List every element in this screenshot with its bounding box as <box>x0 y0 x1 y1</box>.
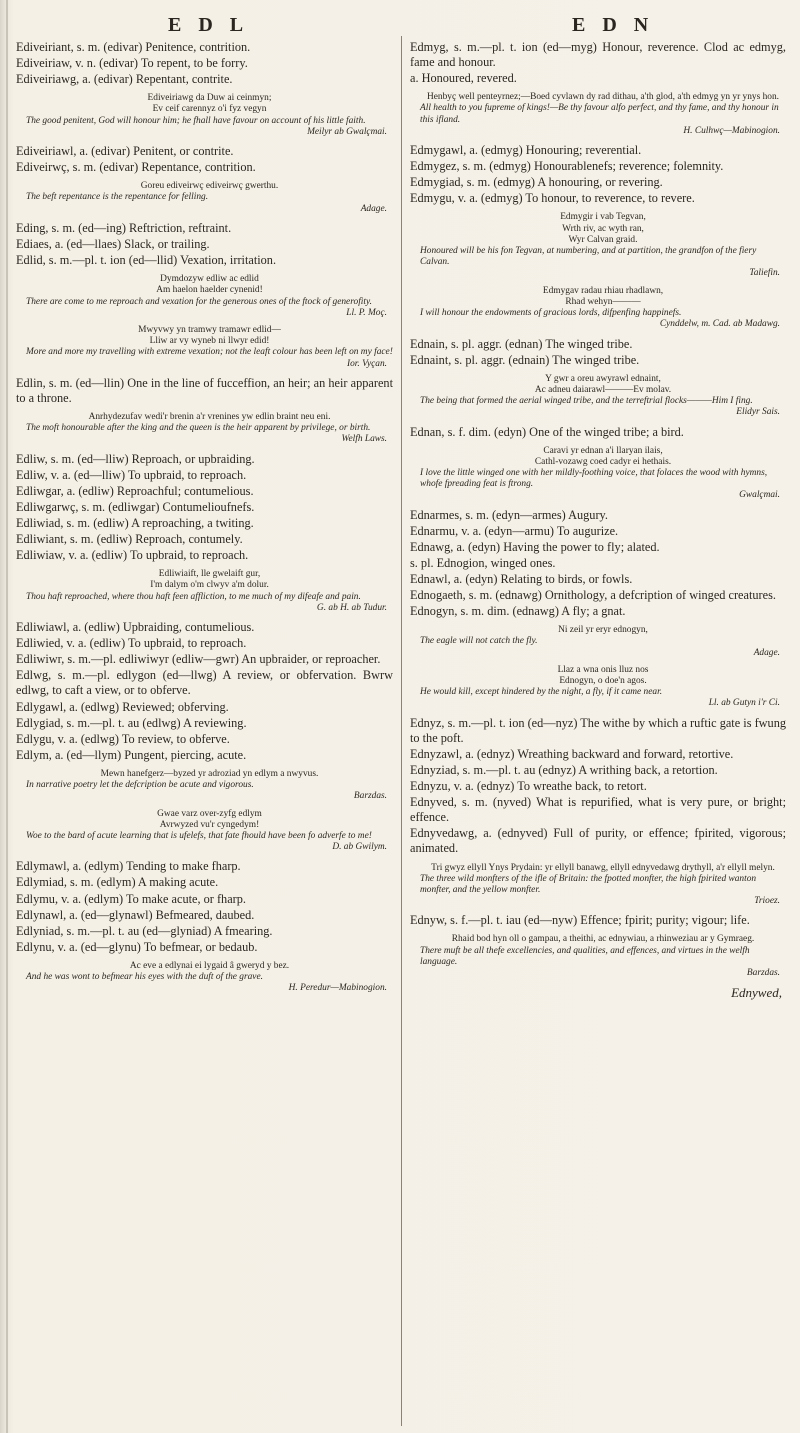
citation-welsh-line: Edmygir i vab Tegvan, <box>560 212 646 223</box>
citation-block <box>410 863 786 908</box>
dictionary-entry: Edlymu, v. a. (edlym) To make acute, or fharp. <box>16 891 246 906</box>
citation-translation: The three wild monfters of the ifle of Britain: the fpotted monfter, the high fpirited wanton monfter, and the yellow monfter. <box>420 873 757 895</box>
citation-welsh-line: Tri gwyz ellyll Ynys Prydain: yr ellyll banawg, ellyll ednyvedawg drythyll, a'r ellyll melyn. <box>431 862 775 873</box>
dictionary-entry: Edlygawl, a. (edlwg) Reviewed; obferving. <box>16 699 229 714</box>
citation-source: Ll. ab Gutyn i'r Ci. <box>708 698 780 709</box>
dictionary-entry: Ednyz, s. m.—pl. t. ion (ed—nyz) The withe by which a ruftic gate is fwung to the poft. <box>410 715 786 745</box>
citation-translation: The good penitent, God will honour him; he fhall have favour on account of his little faith. <box>26 115 366 126</box>
citation-translation: In narrative poetry let the defcription be acute and vigorous. <box>26 780 254 791</box>
dictionary-entry: Ednogaeth, s. m. (ednawg) Ornithology, a defcription of winged creatures. <box>410 588 776 603</box>
citation-block <box>16 769 393 803</box>
dictionary-entry: Ednogyn, s. m. dim. (ednawg) A fly; a gnat. <box>410 604 626 619</box>
citation-welsh-line: Ni zeil yr eryr ednogyn, <box>558 625 648 636</box>
dictionary-entry: Edmygez, s. m. (edmyg) Honourablenefs; reverence; folemnity. <box>410 159 724 174</box>
citation-welsh-line: Ac adneu daiarawl———Ev molav. <box>534 384 672 395</box>
citation-source: Ior. Vyçan. <box>346 358 387 369</box>
citation-translation: I will honour the endowments of gracious lords, difpenfing happinefs. <box>420 308 682 319</box>
dictionary-entry: Edlymawl, a. (edlym) Tending to make fharp. <box>16 859 241 874</box>
citation-welsh-line: Ednogyn, o doe'n agos. <box>559 676 647 687</box>
citation-welsh-line: Wyr Calvan graid. <box>568 234 638 245</box>
citation-source: Elidyr Sais. <box>736 407 780 418</box>
citation-translation: Honoured will be his fon Tegvan, at numbering, and at partition, the grandfon of the fiery Calvan. <box>420 246 757 268</box>
dictionary-entry: Ednyziad, s. m.—pl. t. au (ednyz) A writhing back, a retortion. <box>410 762 718 777</box>
dictionary-entry: Edliwiant, s. m. (edliw) Reproach, contumely. <box>16 532 243 547</box>
dictionary-entry: Ednarmes, s. m. (edyn—armes) Augury. <box>410 507 608 522</box>
citation-welsh-line: Ediveiriawg da Duw ai ceinmyn; <box>147 93 272 104</box>
citation-welsh-line: Dymdozyw edliw ac edlid <box>160 274 259 285</box>
citation-block <box>16 412 393 446</box>
dictionary-entry: Edliwgar, a. (edliw) Reproachful; contumelious. <box>16 483 254 498</box>
dictionary-entry: Edlwg, s. m.—pl. edlygon (ed—llwg) A review, or obfervation. Bwrw edlwg, to caft a view, or to obferve. <box>16 668 393 698</box>
citation-welsh-line: Cathl-vozawg coed cadyr ei hethais. <box>534 456 672 467</box>
dictionary-entry: Edliwied, v. a. (edliw) To upbraid, to reproach. <box>16 636 247 651</box>
citation-source: H. Culhwç—Mabinogion. <box>683 125 780 136</box>
dictionary-entry: a. Honoured, revered. <box>410 71 517 86</box>
citation-block <box>16 93 393 138</box>
left-column <box>16 40 393 1001</box>
right-column <box>410 40 786 1000</box>
dictionary-entry: Edlynawl, a. (ed—glynawl) Befmeared, daubed. <box>16 907 255 922</box>
dictionary-entry: Ednain, s. pl. aggr. (ednan) The winged tribe. <box>410 336 633 351</box>
citation-welsh-line: Gwae varz over-zyfg edlym <box>157 808 262 819</box>
dictionary-entry: Ediveiriawl, a. (edivar) Penitent, or contrite. <box>16 144 234 159</box>
citation-translation: The being that formed the aerial winged tribe, and the terreftrial flocks———Him I fing. <box>420 396 753 407</box>
citation-source: D. ab Gwilym. <box>332 842 387 853</box>
dictionary-entry: Edlymiad, s. m. (edlym) A making acute. <box>16 875 219 890</box>
citation-source: Ll. P. Moç. <box>346 307 387 318</box>
dictionary-entry: Edlygu, v. a. (edlwg) To review, to obferve. <box>16 731 230 746</box>
citation-translation: Thou haft reproached, where thou haft feen affliction, to me much of my difeafe and pain. <box>26 591 361 602</box>
citation-source: Trioez. <box>754 896 780 907</box>
citation-source: Taliefin. <box>749 268 780 279</box>
dictionary-entry: Edlin, s. m. (ed—llin) One in the line of fucceffion, an heir; an heir apparent to a throne. <box>16 375 393 405</box>
running-header <box>0 8 800 36</box>
dictionary-entry: Ednyw, s. f.—pl. t. iau (ed—nyw) Effence; fpirit; purity; vigour; life. <box>410 913 750 928</box>
citation-block <box>410 934 786 979</box>
dictionary-entry: Edliwiaw, v. a. (edliw) To upbraid, to reproach. <box>16 548 249 563</box>
citation-translation: Woe to the bard of acute learning that is ufelefs, that fate fhould have been fo adverfe to me! <box>26 830 372 841</box>
citation-welsh-line: Caravi yr ednan a'i llaryan ilais, <box>543 445 663 456</box>
citation-block <box>16 181 393 215</box>
dictionary-entry: Ednyzu, v. a. (ednyz) To wreathe back, to retort. <box>410 779 647 794</box>
page-spine-shadow <box>6 0 8 1433</box>
citation-welsh-line: Anrhydezufav wedi'r brenin a'r vrenines yw edlin braint neu eni. <box>88 411 331 422</box>
dictionary-entry: Ediveirwç, s. m. (edivar) Repentance, contrition. <box>16 160 256 175</box>
dictionary-entry: Ednaint, s. pl. aggr. (ednain) The winged tribe. <box>410 352 640 367</box>
dictionary-entry: Ediaes, a. (ed—llaes) Slack, or trailing. <box>16 236 210 251</box>
dictionary-entry: Edlynu, v. a. (ed—glynu) To befmear, or bedaub. <box>16 939 258 954</box>
citation-translation: All health to you fupreme of kings!—Be thy favour alfo perfect, and thy fame, and thy honour in this ifland. <box>420 103 779 125</box>
citation-welsh-line: Ev ceif carennyz o'i fyz vegyn <box>152 104 267 115</box>
dictionary-entry: Ediveiriaw, v. n. (edivar) To repent, to be forry. <box>16 56 248 71</box>
dictionary-entry: Edliwgarwç, s. m. (edliwgar) Contumelioufnefs. <box>16 499 255 514</box>
citation-source: H. Peredur—Mabinogion. <box>288 983 387 994</box>
citation-block <box>410 92 786 137</box>
dictionary-entry: Ednyvedawg, a. (ednyved) Full of purity, or effence; fpirited, vigorous; animated. <box>410 826 786 856</box>
dictionary-entry: Edliwiad, s. m. (edliw) A reproaching, a twiting. <box>16 515 254 530</box>
citation-source: Cynddelw, m. Cad. ab Madawg. <box>659 319 780 330</box>
dictionary-entry: Edmygu, v. a. (edmyg) To honour, to reverence, to revere. <box>410 191 695 206</box>
citation-welsh-line: Goreu ediveirwç ediveirwç gwerthu. <box>140 181 279 192</box>
citation-source: Adage. <box>753 647 780 658</box>
dictionary-entry: Ednawg, a. (edyn) Having the power to fly; alated. <box>410 539 660 554</box>
citation-welsh-line: Avrwyzed vu'r cyngedym! <box>159 819 260 830</box>
citation-source: Meilyr ab Gwalçmai. <box>307 126 387 137</box>
dictionary-entry: Ednyzawl, a. (ednyz) Wreathing backward and forward, retortive. <box>410 746 734 761</box>
citation-block <box>410 212 786 279</box>
citation-translation: There are come to me reproach and vexation for the generous ones of the ftock of generofity. <box>26 296 373 307</box>
dictionary-entry: Ediveiriant, s. m. (edivar) Penitence, contrition. <box>16 40 251 54</box>
citation-translation: He would kill, except hindered by the night, a fly, if it came near. <box>420 687 663 698</box>
dictionary-entry: Edmygawl, a. (edmyg) Honouring; reverential. <box>410 143 642 158</box>
citation-welsh-line: Mewn hanefgerz—byzed yr adroziad yn edlym a nwyvus. <box>100 768 319 779</box>
citation-block <box>410 446 786 502</box>
citation-translation: I love the little winged one with her mildly-foothing voice, that folaces the wood with hymns, whofe fpreading feat is ftrong. <box>420 468 768 490</box>
citation-block <box>410 374 786 419</box>
dictionary-entry: s. pl. Ednogion, winged ones. <box>410 555 556 570</box>
citation-translation: The moft honourable after the king and the queen is the heir apparent by privilege, or birth. <box>26 423 371 434</box>
citation-translation: More and more my travelling with extreme vexation; not the leaft colour has been left on my face! <box>26 347 393 358</box>
dictionary-entry: Edlid, s. m.—pl. t. ion (ed—llid) Vexation, irritation. <box>16 253 277 268</box>
dictionary-entry: Edliw, v. a. (ed—lliw) To upbraid, to reproach. <box>16 467 247 482</box>
dictionary-entry: Edlygiad, s. m.—pl. t. au (edlwg) A reviewing. <box>16 715 247 730</box>
citation-block <box>16 274 393 319</box>
header-right-guide: E D N <box>572 14 655 36</box>
citation-block <box>16 569 393 614</box>
citation-welsh-line: Rhaid bod hyn oll o gampau, a theithi, ac ednywiau, a rhinweziau ar y Gymraeg. <box>451 934 755 945</box>
citation-block <box>16 809 393 854</box>
citation-translation: There muft be all thefe excellencies, and qualities, and effences, and virtues in the welfh language. <box>420 945 750 967</box>
dictionary-entry: Edlym, a. (ed—llym) Pungent, piercing, acute. <box>16 747 247 762</box>
citation-source: Adage. <box>360 203 387 214</box>
citation-welsh-line: Wrth riv, ac wyth ran, <box>562 223 644 234</box>
dictionary-entry: Edmyg, s. m.—pl. t. ion (ed—myg) Honour, reverence. Clod ac edmyg, fame and honour. <box>410 40 786 70</box>
dictionary-entry: Ediveiriawg, a. (edivar) Repentant, contrite. <box>16 72 233 87</box>
citation-block <box>410 625 786 659</box>
citation-welsh-line: Mwyvwy yn tramwy tramawr edlid— <box>138 324 281 335</box>
citation-source: G. ab H. ab Tudur. <box>316 602 387 613</box>
citation-source: Welfh Laws. <box>341 434 387 445</box>
citation-welsh-line: Y gwr a oreu awyrawl ednaint, <box>545 373 661 384</box>
dictionary-entry: Edliwiawl, a. (edliw) Upbraiding, contumelious. <box>16 620 255 635</box>
citation-source: Gwalçmai. <box>739 490 780 501</box>
citation-welsh-line: I'm dalym o'm clwyv a'm dolur. <box>150 580 269 591</box>
citation-source: Barzdas. <box>353 791 387 802</box>
dictionary-entry: Edliwiwr, s. m.—pl. edliwiwyr (edliw—gwr) An upbraider, or reproacher. <box>16 652 381 667</box>
dictionary-entry: Ednyved, s. m. (nyved) What is repurified, what is very pure, or bright; effence. <box>410 795 786 825</box>
dictionary-entry: Ednawl, a. (edyn) Relating to birds, or fowls. <box>410 571 633 586</box>
citation-welsh-line: Ac eve a edlynai ei lygaid â gweryd y bez. <box>129 960 290 971</box>
citation-translation: And he was wont to befmear his eyes with the duft of the grave. <box>26 972 263 983</box>
citation-welsh-line: Lliw ar vy wyneb ni llwyr edid! <box>149 336 270 347</box>
dictionary-entry: Ednarmu, v. a. (edyn—armu) To augurize. <box>410 523 619 538</box>
dictionary-entry: Edlyniad, s. m.—pl. t. au (ed—glyniad) A fmearing. <box>16 923 273 938</box>
citation-translation: The eagle will not catch the fly. <box>420 636 538 647</box>
header-left-guide: E D L <box>168 14 250 36</box>
dictionary-entry: Ednan, s. f. dim. (edyn) One of the winged tribe; a bird. <box>410 424 684 439</box>
citation-block <box>410 286 786 331</box>
citation-block <box>410 665 786 710</box>
column-divider <box>401 36 402 1426</box>
catchword: Ednywed, <box>731 985 782 1001</box>
citation-block <box>16 961 393 995</box>
citation-block <box>16 325 393 370</box>
citation-welsh-line: Rhad wehyn——— <box>565 296 641 307</box>
citation-welsh-line: Llaz a wna onis lluz nos <box>557 664 649 675</box>
citation-welsh-line: Edmygav radau rhiau rhadlawn, <box>542 285 664 296</box>
dictionary-entry: Edmygiad, s. m. (edmyg) A honouring, or revering. <box>410 175 663 190</box>
dictionary-entry: Edliw, s. m. (ed—lliw) Reproach, or upbraiding. <box>16 451 255 466</box>
citation-source: Barzdas. <box>746 968 780 979</box>
dictionary-entry: Eding, s. m. (ed—ing) Reftriction, reftraint. <box>16 220 232 235</box>
citation-welsh-line: Edliwiaift, lle gwelaift gur, <box>158 569 261 580</box>
citation-welsh-line: Henbyç well penteyrnez;—Boed cyvlawn dy rad dithau, a'th glod, a'th edmyg yn yr ynys hon. <box>427 92 779 103</box>
citation-welsh-line: Am haelon haelder cynenid! <box>156 285 263 296</box>
citation-translation: The beft repentance is the repentance for felling. <box>26 192 209 203</box>
